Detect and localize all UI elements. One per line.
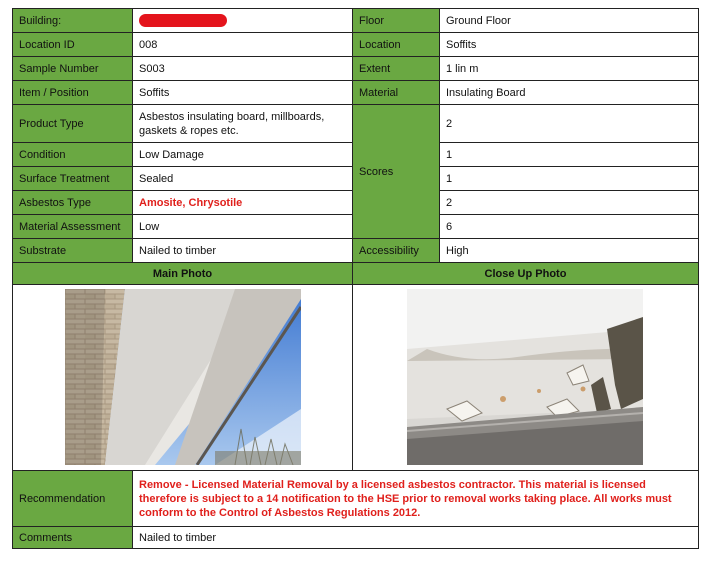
asbestos-type-label: Asbestos Type — [13, 191, 133, 215]
location-label: Location — [353, 33, 440, 57]
floor-value: Ground Floor — [440, 9, 699, 33]
location-id-value: 008 — [133, 33, 353, 57]
extent-label: Extent — [353, 57, 440, 81]
score-3: 1 — [440, 167, 699, 191]
building-label: Building: — [13, 9, 133, 33]
material-assessment-label: Material Assessment — [13, 215, 133, 239]
building-value — [133, 9, 353, 33]
recommendation-value: Remove - Licensed Material Removal by a licensed asbestos contractor. This material is licensed therefore is subject to a 14 notification to the HSE prior to removal works taking place. All works must conform to the Control of Asbestos Regulations 2012. — [133, 471, 699, 527]
score-2: 1 — [440, 143, 699, 167]
substrate-value: Nailed to timber — [133, 239, 353, 263]
item-position-label: Item / Position — [13, 81, 133, 105]
extent-value: 1 lin m — [440, 57, 699, 81]
surface-treatment-value: Sealed — [133, 167, 353, 191]
product-type-label: Product Type — [13, 105, 133, 143]
asbestos-survey-table — [12, 8, 699, 549]
main-photo-header: Main Photo — [13, 263, 353, 285]
material-value: Insulating Board — [440, 81, 699, 105]
substrate-label: Substrate — [13, 239, 133, 263]
main-photo — [65, 289, 301, 465]
sample-number-label: Sample Number — [13, 57, 133, 81]
accessibility-label: Accessibility — [353, 239, 440, 263]
sample-number-value: S003 — [133, 57, 353, 81]
material-assessment-value: Low — [133, 215, 353, 239]
main-photo-cell — [13, 285, 353, 471]
comments-value: Nailed to timber — [133, 527, 699, 549]
close-up-photo-cell — [353, 285, 699, 471]
material-label: Material — [353, 81, 440, 105]
condition-value: Low Damage — [133, 143, 353, 167]
comments-label: Comments — [13, 527, 133, 549]
location-value: Soffits — [440, 33, 699, 57]
asbestos-type-value: Amosite, Chrysotile — [133, 191, 353, 215]
close-up-photo — [407, 289, 643, 465]
accessibility-value: High — [440, 239, 699, 263]
redaction-mark — [139, 14, 227, 27]
product-type-value: Asbestos insulating board, millboards, gaskets & ropes etc. — [133, 105, 353, 143]
recommendation-label: Recommendation — [13, 471, 133, 527]
close-up-photo-header: Close Up Photo — [353, 263, 699, 285]
location-id-label: Location ID — [13, 33, 133, 57]
floor-label: Floor — [353, 9, 440, 33]
surface-treatment-label: Surface Treatment — [13, 167, 133, 191]
score-5: 6 — [440, 215, 699, 239]
score-1: 2 — [440, 105, 699, 143]
scores-label: Scores — [353, 105, 440, 239]
item-position-value: Soffits — [133, 81, 353, 105]
score-4: 2 — [440, 191, 699, 215]
condition-label: Condition — [13, 143, 133, 167]
